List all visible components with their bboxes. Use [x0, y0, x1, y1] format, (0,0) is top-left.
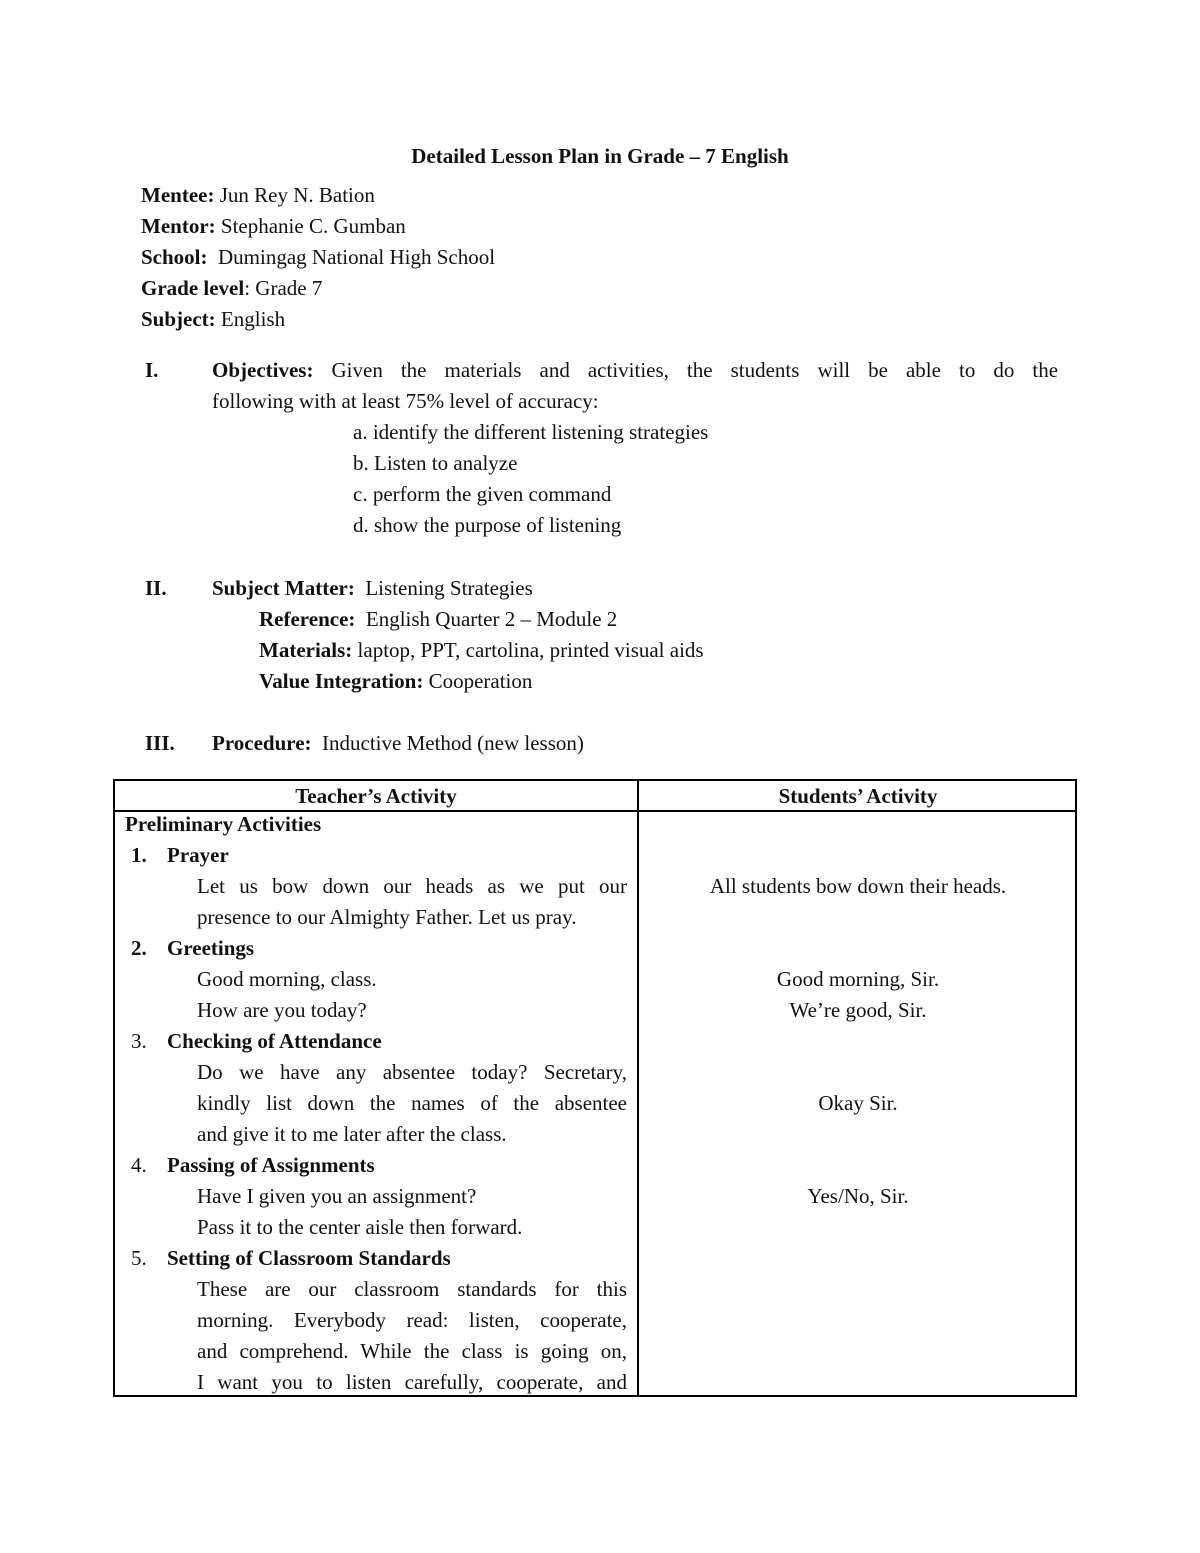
subject-matter-value: Listening Strategies — [365, 576, 533, 600]
step-title: Prayer — [167, 843, 229, 867]
step-title: Passing of Assignments — [167, 1153, 375, 1177]
step-title: Checking of Attendance — [167, 1029, 382, 1053]
teacher-line: These are our classroom standards for this — [197, 1277, 627, 1301]
subject-matter-numeral: II. — [145, 576, 167, 600]
mentee-row — [141, 180, 375, 211]
subject-matter-label: Subject Matter: — [212, 576, 355, 600]
objective-item: b. Listen to analyze — [353, 451, 518, 475]
teacher-line: kindly list down the names of the absentee — [197, 1091, 627, 1115]
objectives-line-1 — [212, 355, 1058, 386]
teacher-line: Do we have any absentee today? Secretary, — [197, 1060, 627, 1084]
mentor-label: Mentor: — [141, 214, 216, 238]
step-number: 5. — [131, 1246, 147, 1270]
student-response: Yes/No, Sir. — [807, 1184, 909, 1208]
teacher-line: I want you to listen carefully, cooperate, and — [197, 1370, 627, 1394]
step-number: 2. — [131, 936, 147, 960]
procedure-label: Procedure: — [212, 731, 312, 755]
student-response: Okay Sir. — [818, 1091, 898, 1115]
step-number: 4. — [131, 1153, 147, 1177]
procedure-value: Inductive Method (new lesson) — [322, 731, 584, 755]
teacher-line: morning. Everybody read: listen, cooperate, — [197, 1308, 627, 1332]
teacher-line: and give it to me later after the class. — [197, 1122, 507, 1146]
procedure-row — [212, 728, 584, 759]
page-title: Detailed Lesson Plan in Grade – 7 English — [411, 144, 789, 168]
grade-row — [141, 273, 322, 304]
value-integration-label: Value Integration: — [259, 669, 424, 693]
objectives-numeral: I. — [145, 358, 159, 382]
mentor-value: Stephanie C. Gumban — [220, 214, 406, 238]
student-response: Good morning, Sir. — [776, 967, 940, 991]
materials-row — [259, 635, 704, 666]
teacher-line: How are you today? — [197, 998, 367, 1022]
teacher-line: Good morning, class. — [197, 967, 377, 991]
student-response: All students bow down their heads. — [709, 874, 1007, 898]
school-value: Dumingag National High School — [218, 245, 496, 269]
reference-row — [259, 604, 617, 635]
mentor-row — [141, 211, 406, 242]
materials-value: laptop, PPT, cartolina, printed visual aids — [357, 638, 704, 662]
reference-label: Reference: — [259, 607, 356, 631]
step-title: Setting of Classroom Standards — [167, 1246, 451, 1270]
step-title: Greetings — [167, 936, 255, 960]
students-activity-header: Students’ Activity — [778, 784, 938, 808]
subject-row — [141, 304, 285, 335]
teacher-line: and comprehend. While the class is going on, — [197, 1339, 627, 1363]
teacher-line: presence to our Almighty Father. Let us pray. — [197, 905, 577, 929]
procedure-numeral: III. — [145, 731, 175, 755]
objective-item: d. show the purpose of listening — [353, 513, 622, 537]
preliminary-heading: Preliminary Activities — [125, 812, 322, 836]
teacher-line: Let us bow down our heads as we put our — [197, 874, 627, 898]
step-number: 1. — [131, 843, 147, 867]
grade-label: Grade level — [141, 276, 245, 300]
subject-matter-row — [212, 573, 533, 604]
objective-item: a. identify the different listening strategies — [353, 420, 709, 444]
teacher-line: Have I given you an assignment? — [197, 1184, 477, 1208]
school-label: School: — [141, 245, 208, 269]
school-row — [141, 242, 495, 273]
student-response: We’re good, Sir. — [789, 998, 927, 1022]
value-integration-value: Cooperation — [428, 669, 533, 693]
step-number: 3. — [131, 1029, 147, 1053]
materials-label: Materials: — [259, 638, 353, 662]
objectives-label: Objectives: — [212, 358, 314, 382]
teacher-activity-header: Teacher’s Activity — [295, 784, 457, 808]
objective-item: c. perform the given command — [353, 482, 612, 506]
value-integration-row — [259, 666, 532, 697]
reference-value: English Quarter 2 – Module 2 — [365, 607, 618, 631]
mentee-label: Mentee: — [141, 183, 215, 207]
mentee-value: Jun Rey N. Bation — [219, 183, 375, 207]
lesson-table — [113, 779, 1077, 1397]
objectives-line-2: following with at least 75% level of accuracy: — [212, 389, 599, 413]
subject-value: English — [220, 307, 286, 331]
subject-label: Subject: — [141, 307, 216, 331]
objectives-text-1: Given the materials and activities, the students will be able to do the — [331, 358, 1059, 382]
teacher-line: Pass it to the center aisle then forward. — [197, 1215, 523, 1239]
grade-value: : Grade 7 — [244, 276, 323, 300]
